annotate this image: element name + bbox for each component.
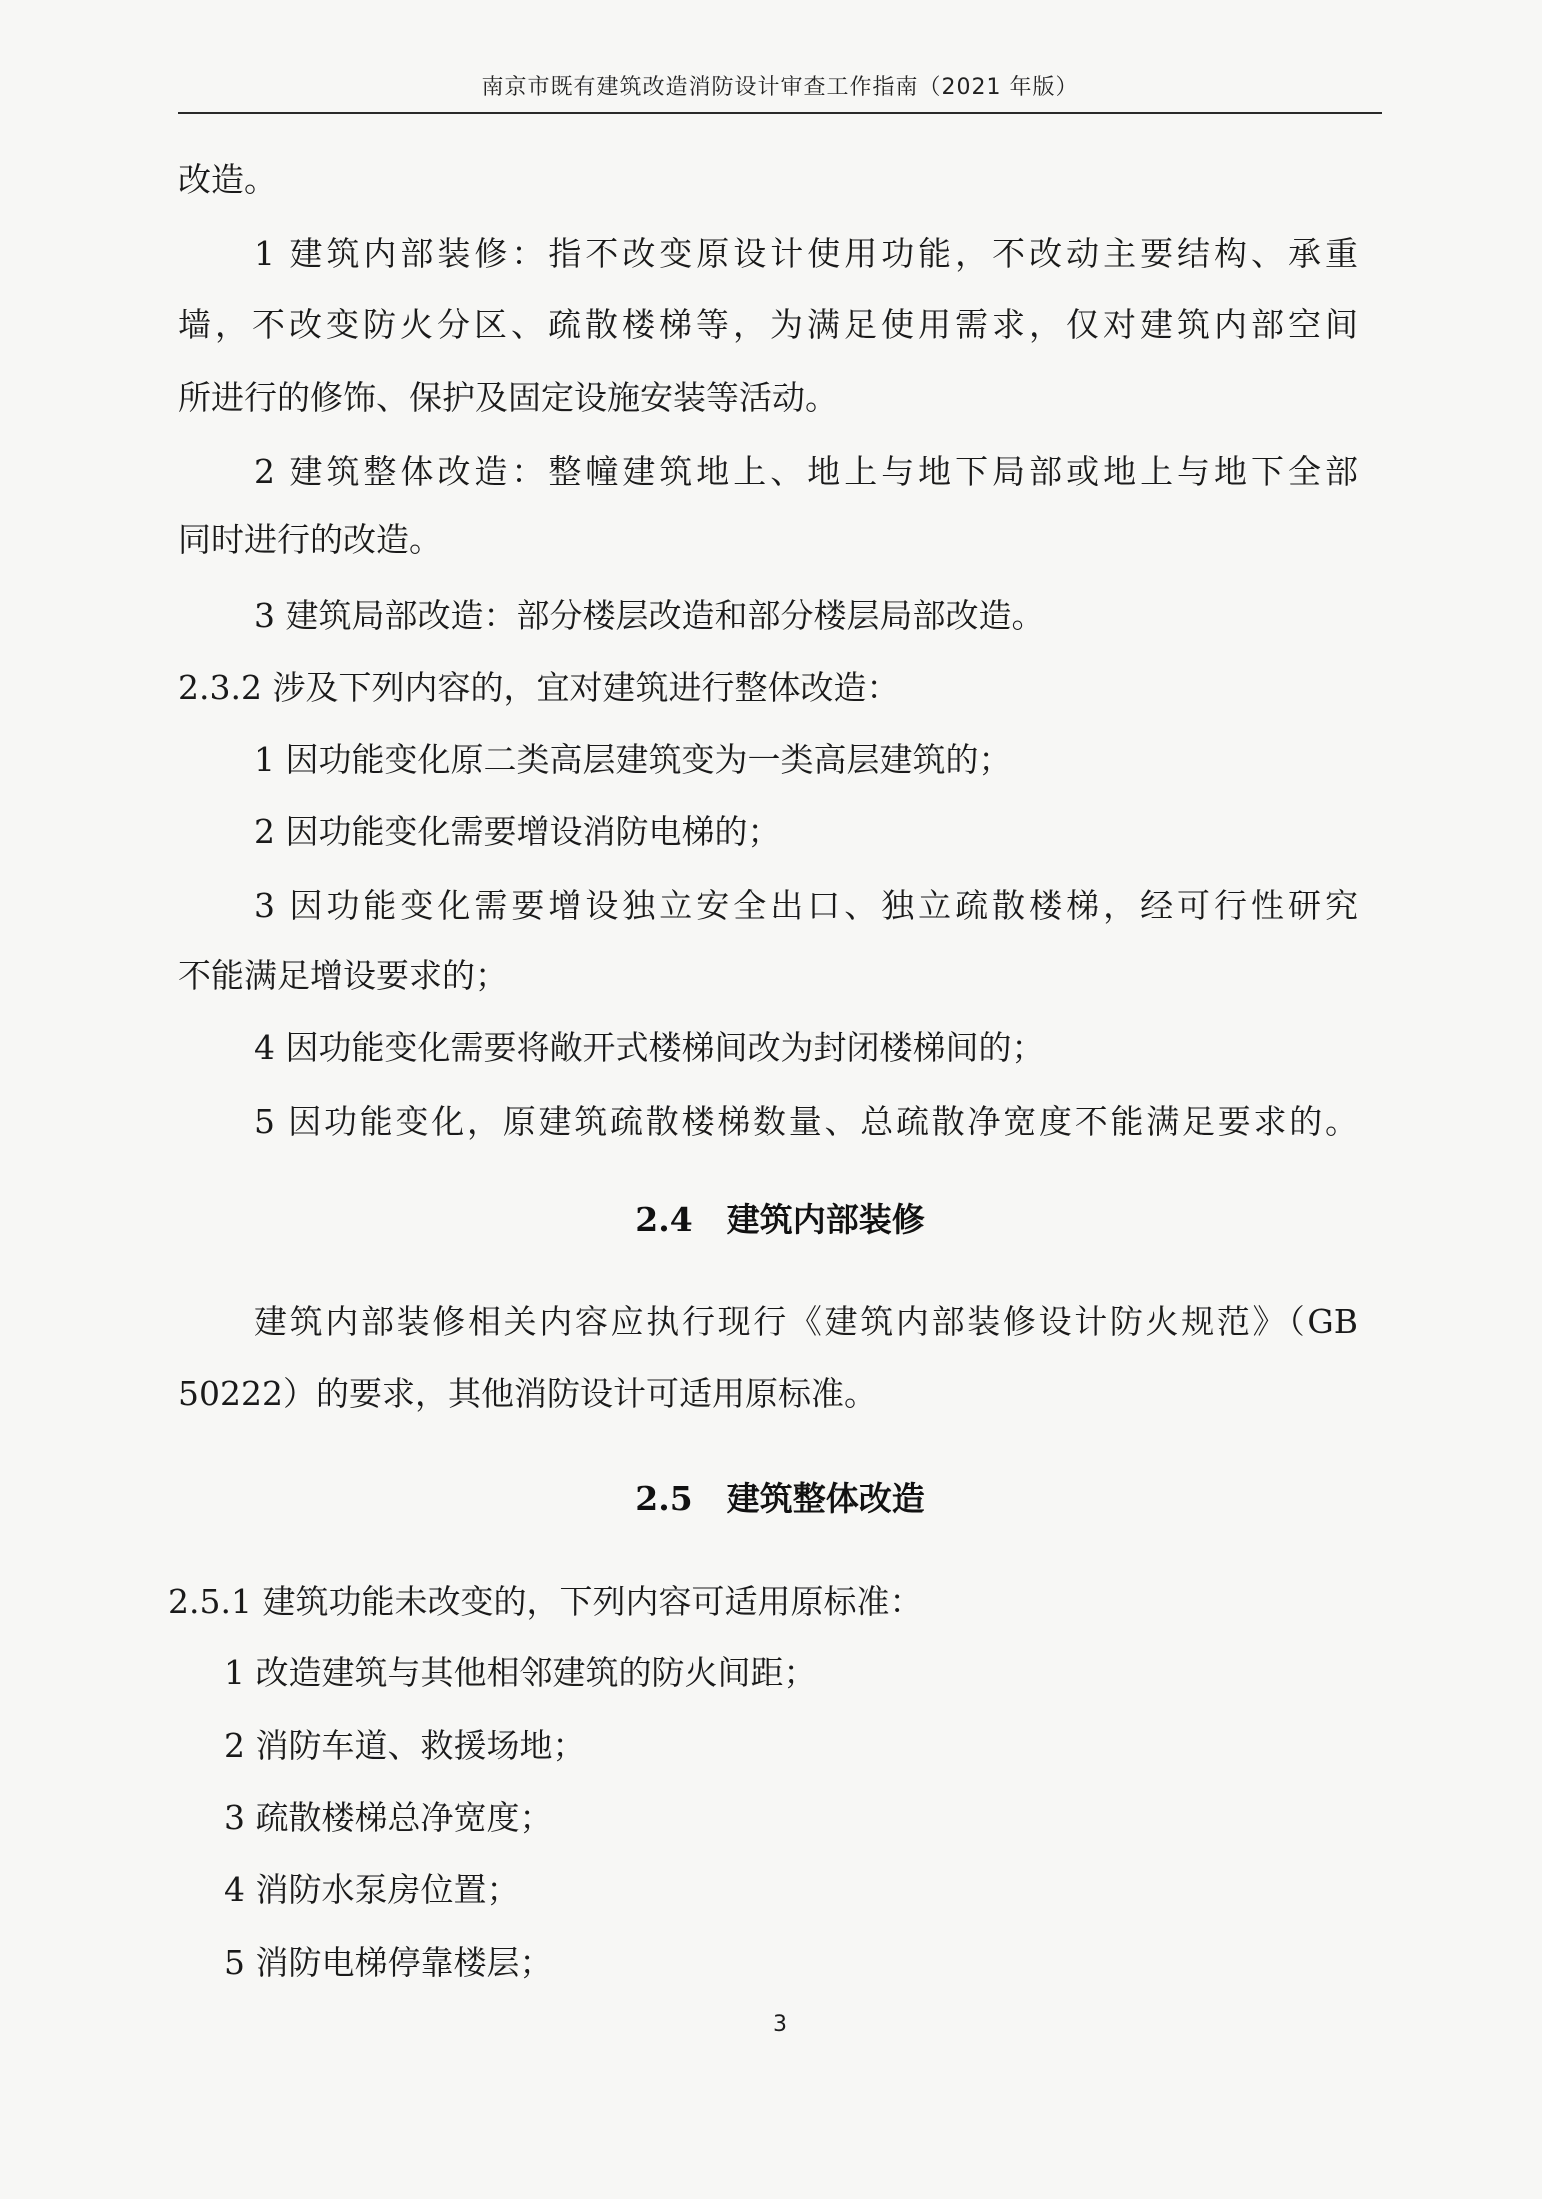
paragraph-line: 同时进行的改造。 bbox=[178, 520, 442, 559]
paragraph-line: 2 建筑整体改造：整幢建筑地上、地上与地下局部或地上与地下全部 bbox=[254, 452, 1358, 491]
section-heading-2-4 bbox=[178, 1200, 1382, 1240]
paragraph-line: 改造。 bbox=[178, 160, 277, 199]
list-item: 4 消防水泵房位置； bbox=[224, 1870, 520, 1909]
section-heading-2-5 bbox=[178, 1479, 1382, 1519]
list-item: 1 改造建筑与其他相邻建筑的防火间距； bbox=[224, 1653, 817, 1692]
list-item: 1 因功能变化原二类高层建筑变为一类高层建筑的； bbox=[254, 740, 1012, 779]
paragraph-line: 墙，不改变防火分区、疏散楼梯等，为满足使用需求，仅对建筑内部空间 bbox=[178, 305, 1358, 344]
paragraph-line: 50222）的要求，其他消防设计可适用原标准。 bbox=[178, 1374, 877, 1413]
list-item: 4 因功能变化需要将敞开式楼梯间改为封闭楼梯间的； bbox=[254, 1028, 1045, 1067]
header-rule bbox=[178, 112, 1382, 114]
clause-2-5-1: 2.5.1 建筑功能未改变的，下列内容可适用原标准： bbox=[168, 1582, 923, 1621]
list-item: 5 因功能变化，原建筑疏散楼梯数量、总疏散净宽度不能满足要求的。 bbox=[254, 1102, 1358, 1141]
clause-2-3-2: 2.3.2 涉及下列内容的，宜对建筑进行整体改造： bbox=[178, 668, 900, 707]
section-title: 建筑内部装修 bbox=[726, 1200, 925, 1239]
list-item: 3 因功能变化需要增设独立安全出口、独立疏散楼梯，经可行性研究 bbox=[254, 886, 1358, 925]
section-title: 建筑整体改造 bbox=[726, 1479, 925, 1518]
list-item: 2 消防车道、救援场地； bbox=[224, 1726, 586, 1765]
paragraph-line: 建筑内部装修相关内容应执行现行《建筑内部装修设计防火规范》（GB bbox=[254, 1302, 1358, 1341]
section-number: 2.4 bbox=[635, 1200, 693, 1239]
list-item: 2 因功能变化需要增设消防电梯的； bbox=[254, 812, 781, 851]
paragraph-line: 所进行的修饰、保护及固定设施安装等活动。 bbox=[178, 378, 838, 417]
list-item: 5 消防电梯停靠楼层； bbox=[224, 1943, 553, 1982]
paragraph-line: 3 建筑局部改造：部分楼层改造和部分楼层局部改造。 bbox=[254, 596, 1045, 635]
page-number: 3 bbox=[773, 2012, 787, 2037]
list-item: 3 疏散楼梯总净宽度； bbox=[224, 1798, 553, 1837]
paragraph-line: 1 建筑内部装修：指不改变原设计使用功能，不改动主要结构、承重 bbox=[254, 234, 1358, 273]
list-item-continuation: 不能满足增设要求的； bbox=[178, 956, 508, 995]
section-number: 2.5 bbox=[635, 1479, 693, 1518]
running-header: 南京市既有建筑改造消防设计审查工作指南（2021 年版） bbox=[481, 75, 1079, 100]
